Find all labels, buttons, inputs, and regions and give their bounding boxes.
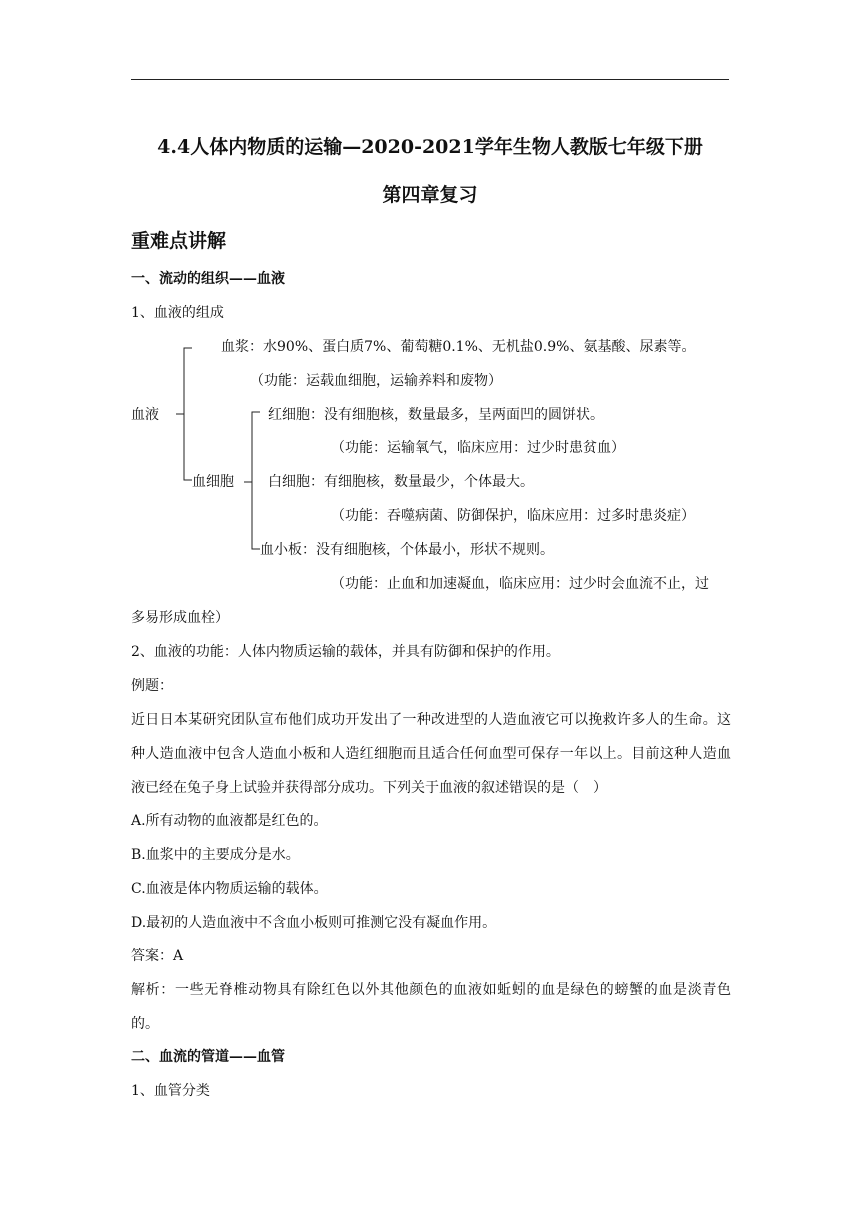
document-title-line2: 第四章复习	[382, 184, 478, 206]
analysis: 解析：一些无脊椎动物具有除红色以外其他颜色的血液如蚯蚓的血是绿色的螃蟹的血是淡青色的。	[131, 982, 731, 1032]
platelet-function: （功能：止血和加速凝血，临床应用：过少时会血流不止，过	[331, 576, 709, 592]
wbc-line: 白细胞：有细胞核，数量最少，个体最大。	[268, 474, 534, 490]
part1-heading: 一、流动的组织——血液	[131, 271, 285, 287]
rbc-line: 红细胞：没有细胞核，数量最多，呈两面凹的圆饼状。	[268, 407, 604, 423]
answer: 答案：A	[131, 948, 184, 964]
section-heading: 重难点讲解	[131, 230, 227, 252]
part1-sub2: 2、血液的功能：人体内物质运输的载体，并具有防御和保护的作用。	[131, 644, 560, 660]
tree-root-blood: 血液	[131, 407, 159, 423]
plasma-function: （功能：运载血细胞，运输养料和废物）	[250, 373, 502, 389]
part2-heading: 二、血流的管道——血管	[131, 1049, 285, 1065]
blood-cells-label: 血细胞	[192, 474, 234, 490]
option-d: D.最初的人造血液中不含血小板则可推测它没有凝血作用。	[131, 915, 497, 931]
part1-sub1: 1、血液的组成	[131, 305, 224, 321]
option-c: C.血液是体内物质运输的载体。	[131, 881, 328, 897]
document-title-line1: 4.4人体内物质的运输—2020-2021学年生物人教版七年级下册	[157, 136, 703, 158]
option-b: B.血浆中的主要成分是水。	[131, 847, 300, 863]
plasma-line: 血浆：水90%、蛋白质7%、葡萄糖0.1%、无机盐0.9%、氨基酸、尿素等。	[221, 339, 696, 355]
part2-sub1: 1、血管分类	[131, 1083, 210, 1099]
platelet-line: 血小板：没有细胞核，个体最小，形状不规则。	[260, 542, 554, 558]
wbc-function: （功能：吞噬病菌、防御保护，临床应用：过多时患炎症）	[331, 508, 695, 524]
rbc-function: （功能：运输氧气，临床应用：过少时患贫血）	[331, 440, 625, 456]
example-question: 近日日本某研究团队宣布他们成功开发出了一种改进型的人造血液它可以挽救许多人的生命。这种人造血液中包含人造血小板和人造红细胞而且适合任何血型可保存一年以上。目前这种人造血液已经在兔子身上试验并获得部分成功。下列关于血液的叙述错误的是（ ）	[131, 712, 731, 796]
platelet-function-cont: 多易形成血栓）	[131, 610, 229, 626]
option-a: A.所有动物的血液都是红色的。	[131, 813, 328, 829]
example-label: 例题：	[131, 678, 173, 694]
